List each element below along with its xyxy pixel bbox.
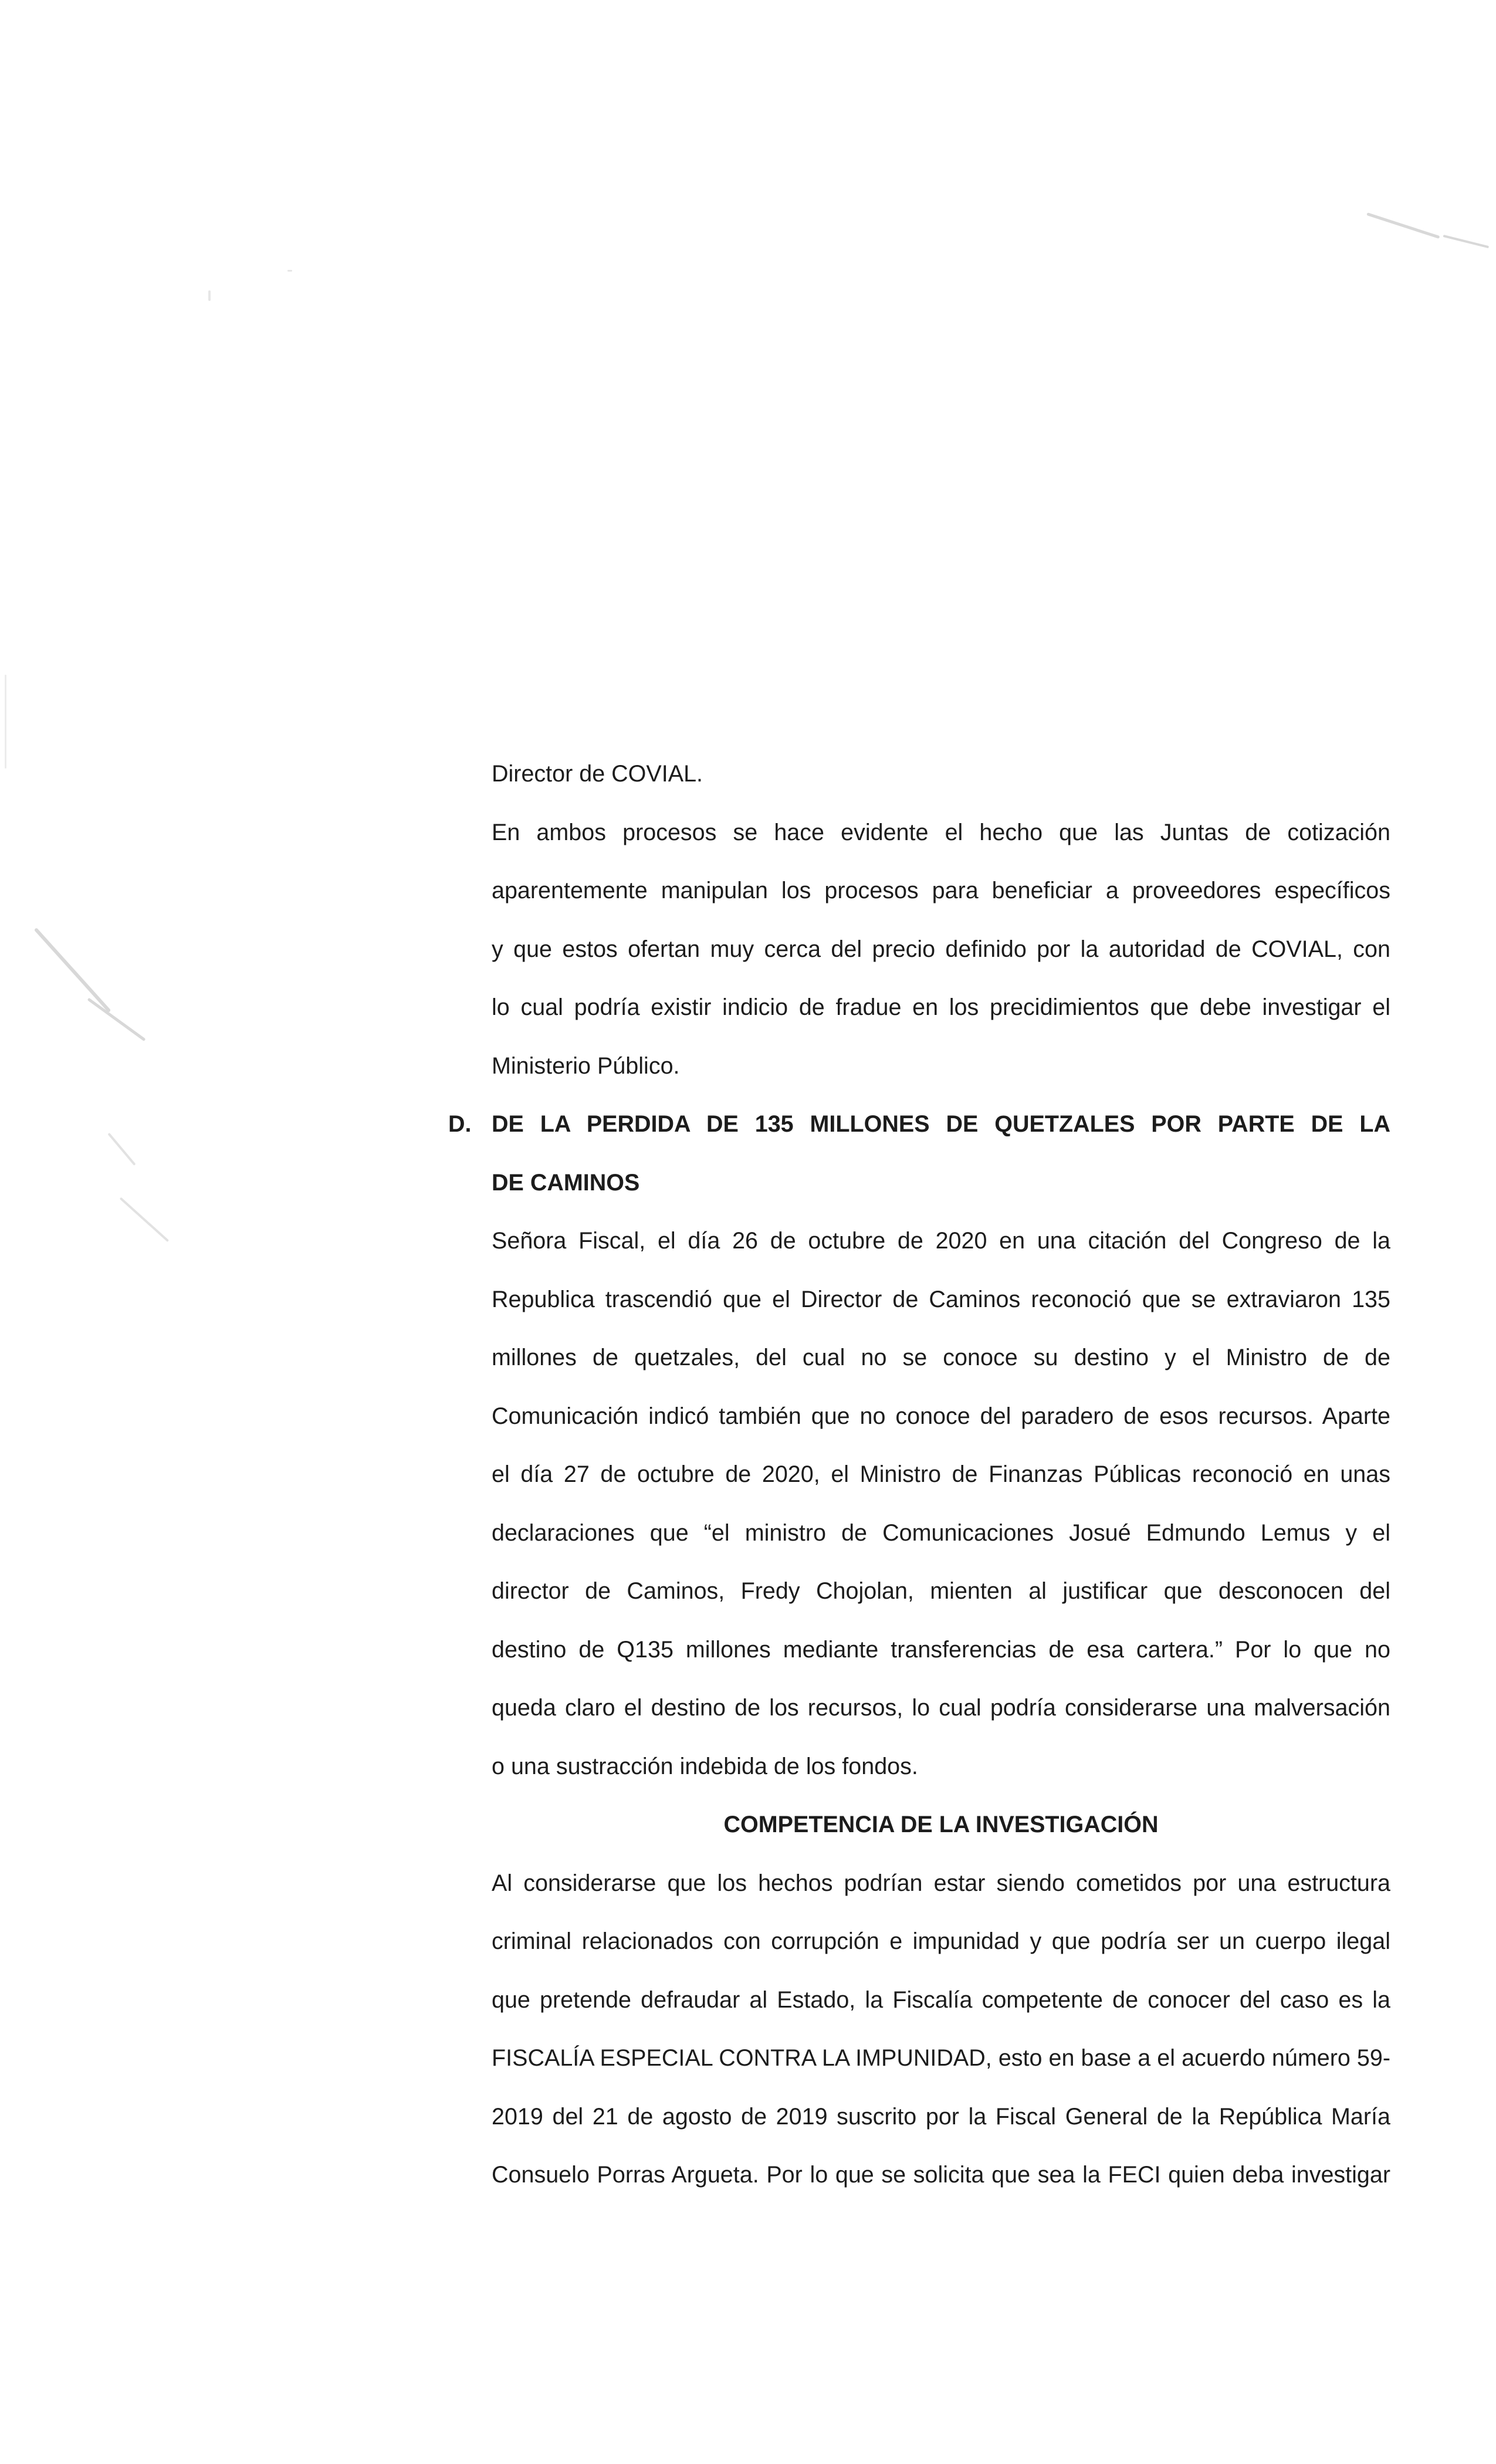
section-letter: D.	[448, 1111, 472, 1137]
scan-mark	[107, 1133, 136, 1166]
text-line: lo cual podría existir indicio de fradue en los precidimientos que debe investigar el	[492, 994, 1390, 1020]
scan-mark	[1366, 212, 1440, 239]
section-title-line: DE LA PERDIDA DE 135 MILLONES DE QUETZALES POR PARTE DE LA	[492, 1111, 1390, 1137]
scan-mark	[120, 1197, 169, 1243]
scan-mark	[287, 270, 292, 272]
text-line: director de Caminos, Fredy Chojolan, mienten al justificar que desconocen del	[492, 1578, 1390, 1604]
text-line: Al considerarse que los hechos podrían estar siendo cometidos por una estructura	[492, 1870, 1390, 1896]
text-line: o una sustracción indebida de los fondos.	[492, 1753, 918, 1779]
text-line: Comunicación indicó también que no conoce del paradero de esos recursos. Aparte	[492, 1403, 1390, 1429]
text-line: queda claro el destino de los recursos, lo cual podría considerarse una malversación	[492, 1695, 1390, 1721]
text-line: En ambos procesos se hace evidente el hecho que las Juntas de cotización	[492, 819, 1390, 845]
scan-mark	[5, 675, 6, 769]
competencia-heading: COMPETENCIA DE LA INVESTIGACIÓN	[723, 1812, 1159, 1837]
scan-mark	[87, 997, 146, 1041]
text-line: Republica trascendió que el Director de Caminos reconoció que se extraviaron 135	[492, 1286, 1390, 1312]
text-line: el día 27 de octubre de 2020, el Ministro de Finanzas Públicas reconoció en unas	[492, 1461, 1390, 1487]
text-line: que pretende defraudar al Estado, la Fiscalía competente de conocer del caso es la	[492, 1986, 1390, 2013]
section-title-line: DE CAMINOS	[492, 1169, 640, 1196]
text-line: Consuelo Porras Argueta. Por lo que se solicita que sea la FECI quien deba investigar	[492, 2162, 1390, 2188]
text-line: declaraciones que “el ministro de Comunicaciones Josué Edmundo Lemus y el	[492, 1519, 1390, 1546]
document-body	[448, 745, 1390, 2205]
text-line: millones de quetzales, del cual no se conoce su destino y el Ministro de de	[492, 1345, 1390, 1370]
text-line: aparentemente manipulan los procesos para beneficiar a proveedores específicos	[492, 878, 1390, 903]
scan-mark	[1443, 235, 1490, 248]
text-line: y que estos ofertan muy cerca del precio definido por la autoridad de COVIAL, con	[492, 936, 1390, 962]
text-line: Director de COVIAL.	[492, 761, 703, 787]
text-line: Señora Fiscal, el día 26 de octubre de 2020 en una citación del Congreso de la	[492, 1228, 1390, 1254]
text-line: destino de Q135 millones mediante transferencias de esa cartera.” Por lo que no	[492, 1636, 1390, 1663]
scan-mark	[34, 928, 111, 1013]
text-line: criminal relacionados con corrupción e impunidad y que podría ser un cuerpo ilegal	[492, 1928, 1390, 1954]
section-d-heading	[448, 1095, 1390, 1212]
paragraph-competencia	[492, 1854, 1390, 2205]
text-line: Ministerio Público.	[492, 1052, 680, 1079]
paragraph-covial	[492, 745, 1390, 1095]
paragraph-section-d	[492, 1212, 1390, 1796]
text-line: 2019 del 21 de agosto de 2019 suscrito por la Fiscal General de la República María	[492, 2103, 1390, 2130]
text-line: FISCALÍA ESPECIAL CONTRA LA IMPUNIDAD, esto en base a el acuerdo número 59-	[492, 2045, 1390, 2071]
scan-mark	[208, 290, 211, 301]
